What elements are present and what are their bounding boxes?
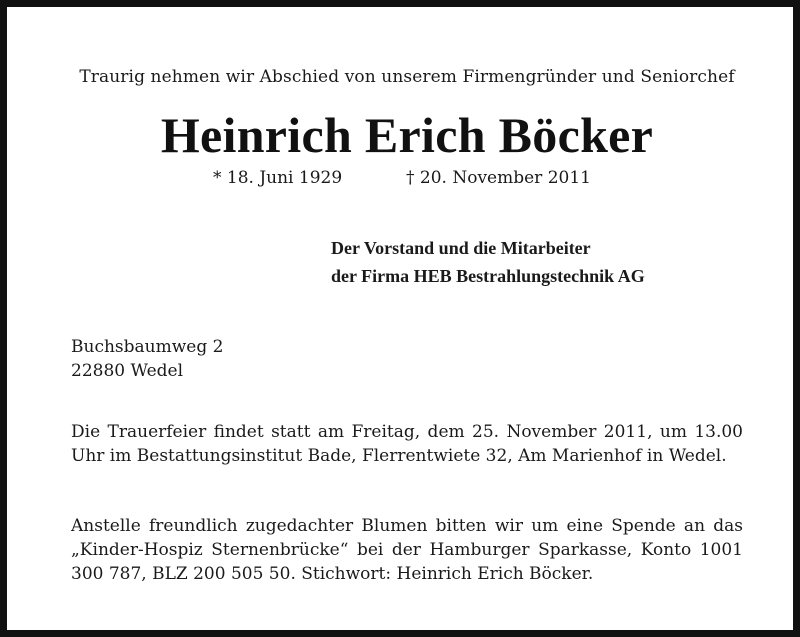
address-block [71, 335, 223, 383]
address-city: 22880 Wedel [71, 361, 184, 381]
donation-info-paragraph: Anstelle freundlich zugedachter Blumen bitten wir um eine Spende an das „Kinder-Hospiz Sternenbrücke“ bei der Hamburger Sparkasse, Konto 1001 300 787, BLZ 200 505 50. Stichwort: Heinrich Erich Böcker. [71, 516, 743, 584]
death-date: † 20. November 2011 [406, 168, 591, 188]
birth-date: * 18. Juni 1929 [213, 168, 343, 188]
address-street: Buchsbaumweg 2 [71, 337, 224, 357]
deceased-name: Heinrich Erich Böcker [160, 107, 654, 163]
signer-line: der Firma HEB Bestrahlungstechnik AG [331, 266, 645, 286]
intro-text: Traurig nehmen wir Abschied von unserem Firmengründer und Seniorchef [79, 67, 735, 87]
signer-line: Der Vorstand und die Mitarbeiter [331, 238, 591, 258]
funeral-info-paragraph: Die Trauerfeier findet statt am Freitag, dem 25. November 2011, um 13.00 Uhr im Bestattungsinstitut Bade, Flerrentwiete 32, Am Marienhof in Wedel. [71, 422, 743, 466]
signers-block [331, 234, 645, 290]
